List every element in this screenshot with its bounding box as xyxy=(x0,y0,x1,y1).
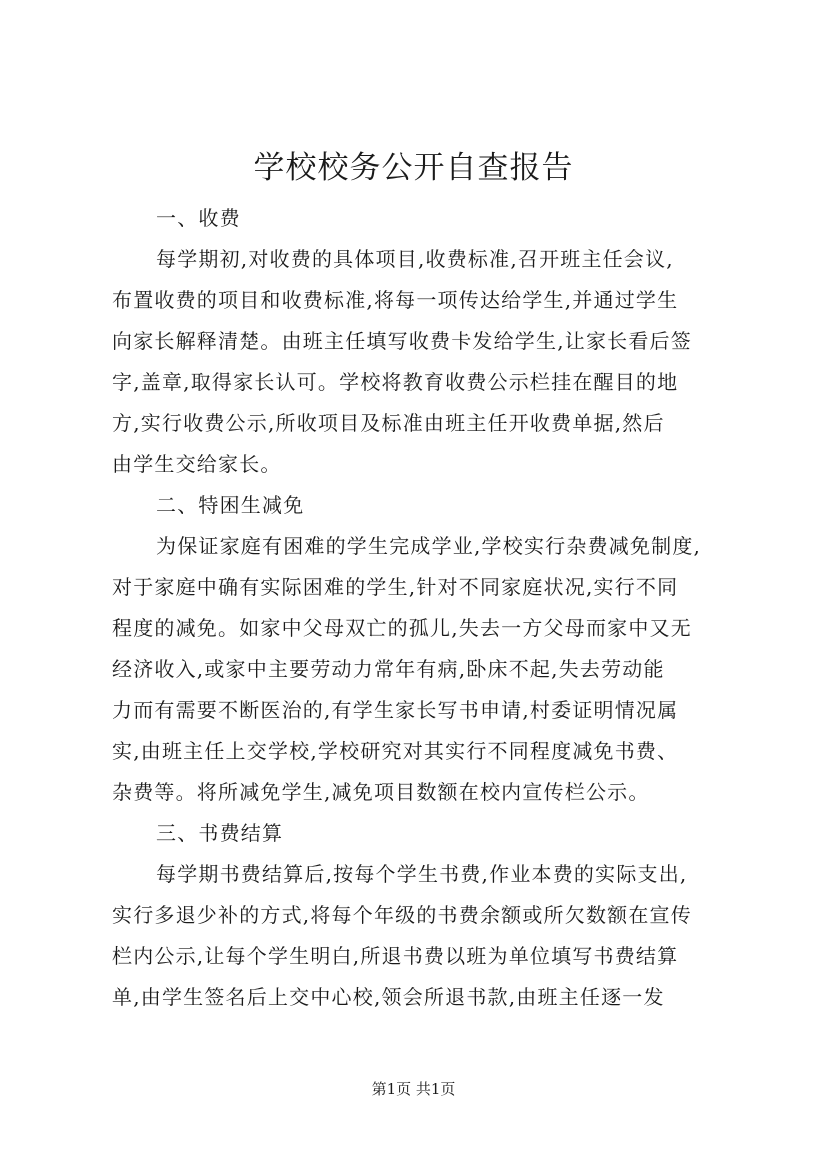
body-line: 经济收入,或家中主要劳动力常年有病,卧床不起,失去劳动能 xyxy=(112,657,665,681)
body-line: 字,盖章,取得家长认可。学校将教育收费公示栏挂在醒目的地 xyxy=(112,370,679,394)
body-line: 二、特困生减免 xyxy=(156,493,305,517)
body-line: 每学期初,对收费的具体项目,收费标准,召开班主任会议, xyxy=(156,247,674,271)
body-line: 杂费等。将所减免学生,减免项目数额在校内宣传栏公示。 xyxy=(112,780,650,804)
body-line: 实,由班主任上交学校,学校研究对其实行不同程度减免书费、 xyxy=(112,739,679,763)
body-line: 实行多退少补的方式,将每个年级的书费余额或所欠数额在宣传 xyxy=(112,903,692,927)
document-body xyxy=(112,198,740,1018)
body-line: 三、书费结算 xyxy=(156,821,284,845)
body-line: 由学生交给家长。 xyxy=(112,452,282,476)
body-line: 栏内公示,让每个学生明白,所退书费以班为单位填写书费结算 xyxy=(112,944,679,968)
body-line: 向家长解释清楚。由班主任填写收费卡发给学生,让家长看后签 xyxy=(112,329,692,353)
body-line: 力而有需要不断医治的,有学生家长写书申请,村委证明情况属 xyxy=(112,698,679,722)
body-line: 单,由学生签名后上交中心校,领会所退书款,由班主任逐一发 xyxy=(112,985,665,1009)
body-line: 程度的减免。如家中父母双亡的孤儿,失去一方父母而家中又无 xyxy=(112,616,692,640)
document-title: 学校校务公开自查报告 xyxy=(253,150,574,186)
body-line: 为保证家庭有困难的学生完成学业,学校实行杂费减免制度, xyxy=(156,534,702,558)
page-footer: 第1页 共1页 xyxy=(371,1080,456,1098)
body-line: 对于家庭中确有实际困难的学生,针对不同家庭状况,实行不同 xyxy=(112,575,679,599)
body-line: 方,实行收费公示,所收项目及标准由班主任开收费单据,然后 xyxy=(112,411,665,435)
body-line: 布置收费的项目和收费标准,将每一项传达给学生,并通过学生 xyxy=(112,288,679,312)
body-line: 一、收费 xyxy=(156,206,241,230)
body-line: 每学期书费结算后,按每个学生书费,作业本费的实际支出, xyxy=(156,862,688,886)
